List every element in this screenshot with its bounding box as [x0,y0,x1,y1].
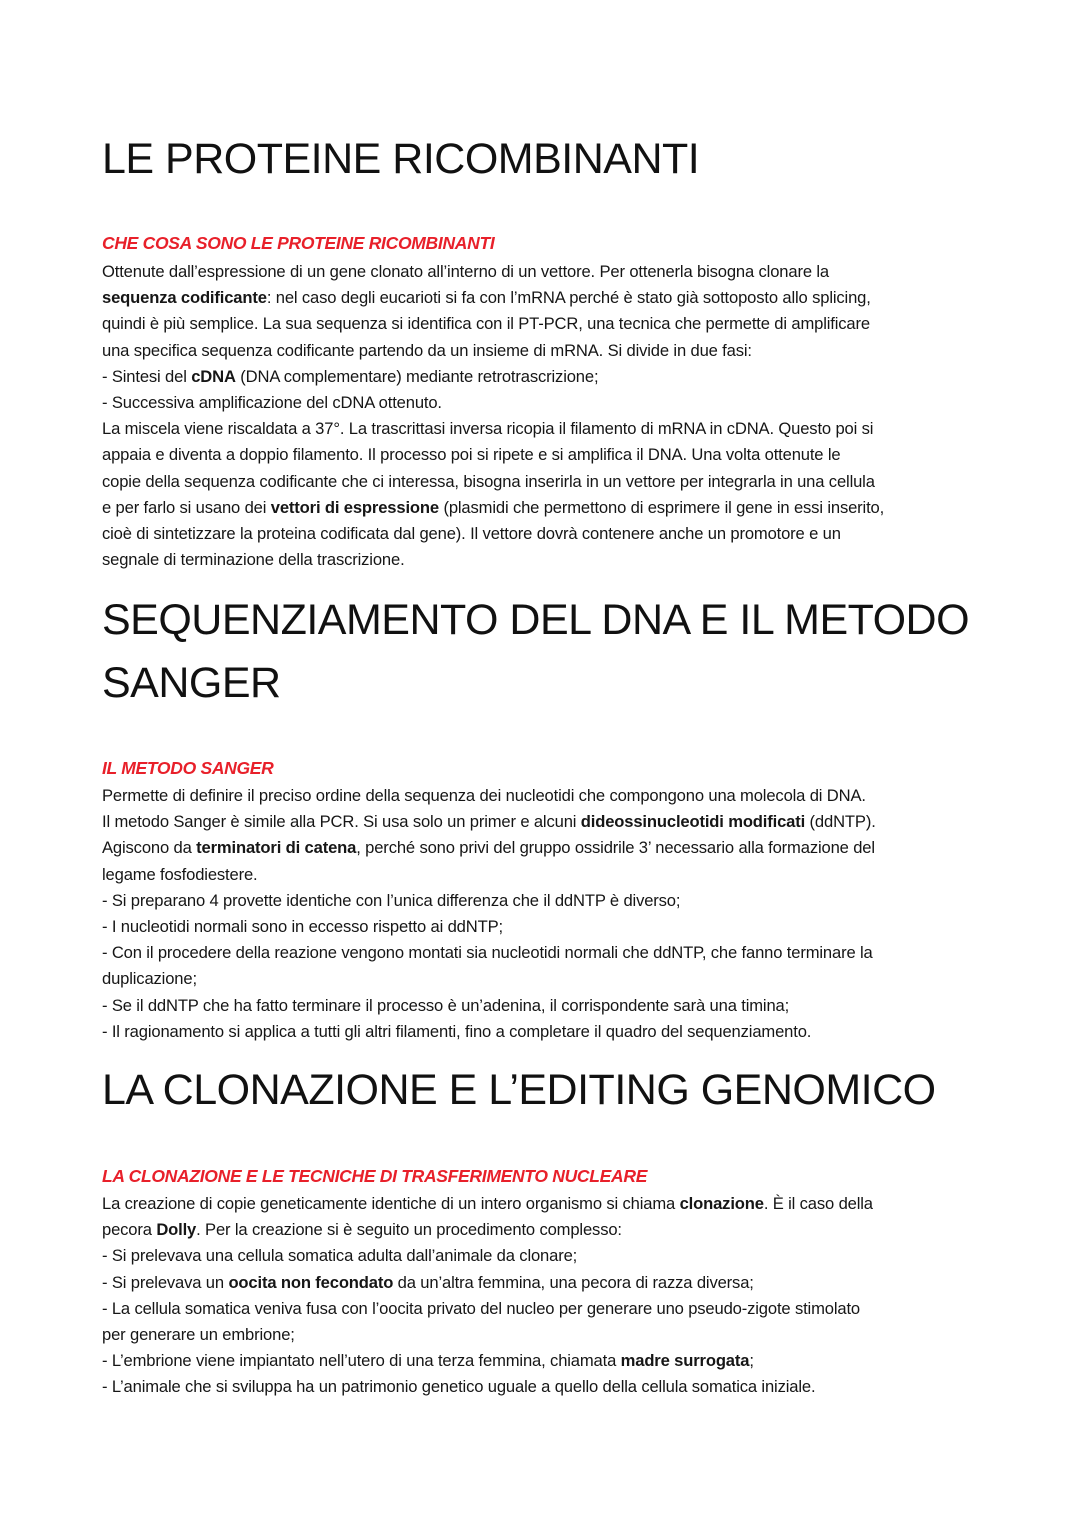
paragraph-sanger [102,783,982,1045]
text-run: - Con il procedere della reazione vengono montati sia nucleotidi normali che ddNTP, che fanno terminare la [102,943,873,963]
text-line [102,1243,982,1269]
bold-term: Dolly [156,1220,197,1240]
text-run: ; [749,1351,754,1371]
text-run: - Si prelevava una cellula somatica adulta dall’animale da clonare; [102,1246,578,1266]
text-line [102,888,982,914]
text-line [102,783,982,809]
text-line [102,416,982,442]
text-line [102,338,982,364]
text-run: - Sintesi del [102,366,192,386]
text-run: per generare un embrione; [102,1325,295,1345]
text-run: Permette di definire il preciso ordine della sequenza dei nucleotidi che compongono una molecola di DNA. [102,786,866,805]
text-line [102,259,982,285]
text-line [102,1374,982,1400]
text-line [102,1348,982,1374]
text-run: legame fosfodiestere. [102,864,258,884]
text-run: Ottenute dall’espressione di un gene clonato all’interno di un vettore. Per ottenerla bisogna clonare la [102,262,829,281]
section-title-sequenziamento: SEQUENZIAMENTO DEL DNA E IL METODO [102,596,970,644]
text-run: - Se il ddNTP che ha fatto terminare il processo è un’adenina, il corrispondente sarà una timina; [102,995,790,1015]
text-line [102,1217,982,1243]
text-line [102,547,982,573]
text-run: (ddNTP). [805,812,876,832]
text-run: pecora [102,1220,157,1240]
text-run: - I nucleotidi normali sono in eccesso rispetto ai ddNTP; [102,917,503,937]
text-line [102,914,982,940]
text-line [102,1270,982,1296]
text-run: : nel caso degli eucarioti si fa con l’mRNA perché è stato già sottoposto allo splicing, [266,288,871,308]
text-run: . Per la creazione si è seguito un procedimento complesso: [196,1220,622,1240]
section-title-proteine: LE PROTEINE RICOMBINANTI [102,135,700,183]
text-run: - La cellula somatica veniva fusa con l’oocita privato del nucleo per generare uno pseudo-zigote stimolato [102,1298,861,1318]
text-line [102,521,982,547]
section-title-clonazione: LA CLONAZIONE E L’EDITING GENOMICO [102,1066,936,1114]
text-run: (plasmidi che permettono di esprimere il gene in essi inserito, [438,497,885,517]
text-run: - L’animale che si sviluppa ha un patrimonio genetico uguale a quello della cellula somatica iniziale. [102,1377,816,1397]
text-line [102,835,982,861]
text-line [102,311,982,337]
text-run: Agiscono da [102,838,197,858]
text-run: - Il ragionamento si applica a tutti gli altri filamenti, fino a completare il quadro del sequenziamento. [102,1021,812,1041]
text-run: appaia e diventa a doppio filamento. Il processo poi si ripete e si amplifica il DNA. Una volta ottenute le [102,445,841,465]
text-line [102,940,982,966]
text-line [102,364,982,390]
bold-term: cDNA [191,366,236,386]
subsection-title-trasferimento: LA CLONAZIONE E LE TECNICHE DI TRASFERIMENTO NUCLEARE [102,1166,648,1186]
text-run: cioè di sintetizzare la proteina codificata dal gene). Il vettore dovrà contenere anche un promotore e un [102,524,841,544]
text-line [102,809,982,835]
text-line [102,442,982,468]
paragraph-proteine [102,259,982,573]
paragraph-clonazione [102,1191,982,1401]
text-run: una specifica sequenza codificante partendo da un insieme di mRNA. Si divide in due fasi: [102,340,752,360]
text-run: (DNA complementare) mediante retrotrascrizione; [235,366,599,386]
text-line [102,469,982,495]
text-line [102,390,982,416]
text-line [102,1019,982,1045]
text-run: La miscela viene riscaldata a 37°. La trascrittasi inversa ricopia il filamento di mRNA in cDNA. Questo poi si [102,419,874,439]
text-run: quindi è più semplice. La sua sequenza si identifica con il PT-PCR, una tecnica che permette di amplificare [102,314,870,334]
text-run: segnale di terminazione della trascrizione. [102,550,405,570]
text-run: - Successiva amplificazione del cDNA ottenuto. [102,393,442,413]
text-run: - Si preparano 4 provette identiche con l’unica differenza che il ddNTP è diverso; [102,890,681,910]
text-line [102,993,982,1019]
bold-term: madre surrogata [620,1351,750,1371]
text-run: duplicazione; [102,969,197,989]
text-run: , perché sono privi del gruppo ossidrile 3’ necessario alla formazione del [356,838,875,858]
text-line [102,1191,982,1217]
section-title-sequenziamento-line2: SANGER [102,659,281,707]
text-line [102,285,982,311]
text-run: . È il caso della [763,1194,873,1213]
bold-term: vettori di espressione [270,497,439,517]
bold-term: sequenza codificante [102,288,267,308]
text-run: La creazione di copie geneticamente identiche di un intero organismo si chiama [102,1194,680,1213]
bold-term: oocita non fecondato [228,1272,394,1292]
text-run: copie della sequenza codificante che ci interessa, bisogna inserirla in un vettore per integrarla in una cellula [102,471,875,491]
bold-term: dideossinucleotidi modificati [580,812,806,832]
text-run: e per farlo si usano dei [102,497,271,517]
subsection-title-proteine: CHE COSA SONO LE PROTEINE RICOMBINANTI [102,233,495,253]
text-line [102,862,982,888]
text-run: Il metodo Sanger è simile alla PCR. Si usa solo un primer e alcuni [102,812,581,832]
bold-term: clonazione [679,1194,764,1213]
subsection-title-sanger: IL METODO SANGER [102,758,274,778]
text-run: - Si prelevava un [102,1272,229,1292]
text-run: - L’embrione viene impiantato nell’utero di una terza femmina, chiamata [102,1351,621,1371]
text-run: da un’altra femmina, una pecora di razza diversa; [393,1272,754,1292]
text-line [102,1322,982,1348]
text-line [102,966,982,992]
bold-term: terminatori di catena [196,838,357,858]
text-line [102,1296,982,1322]
text-line [102,495,982,521]
